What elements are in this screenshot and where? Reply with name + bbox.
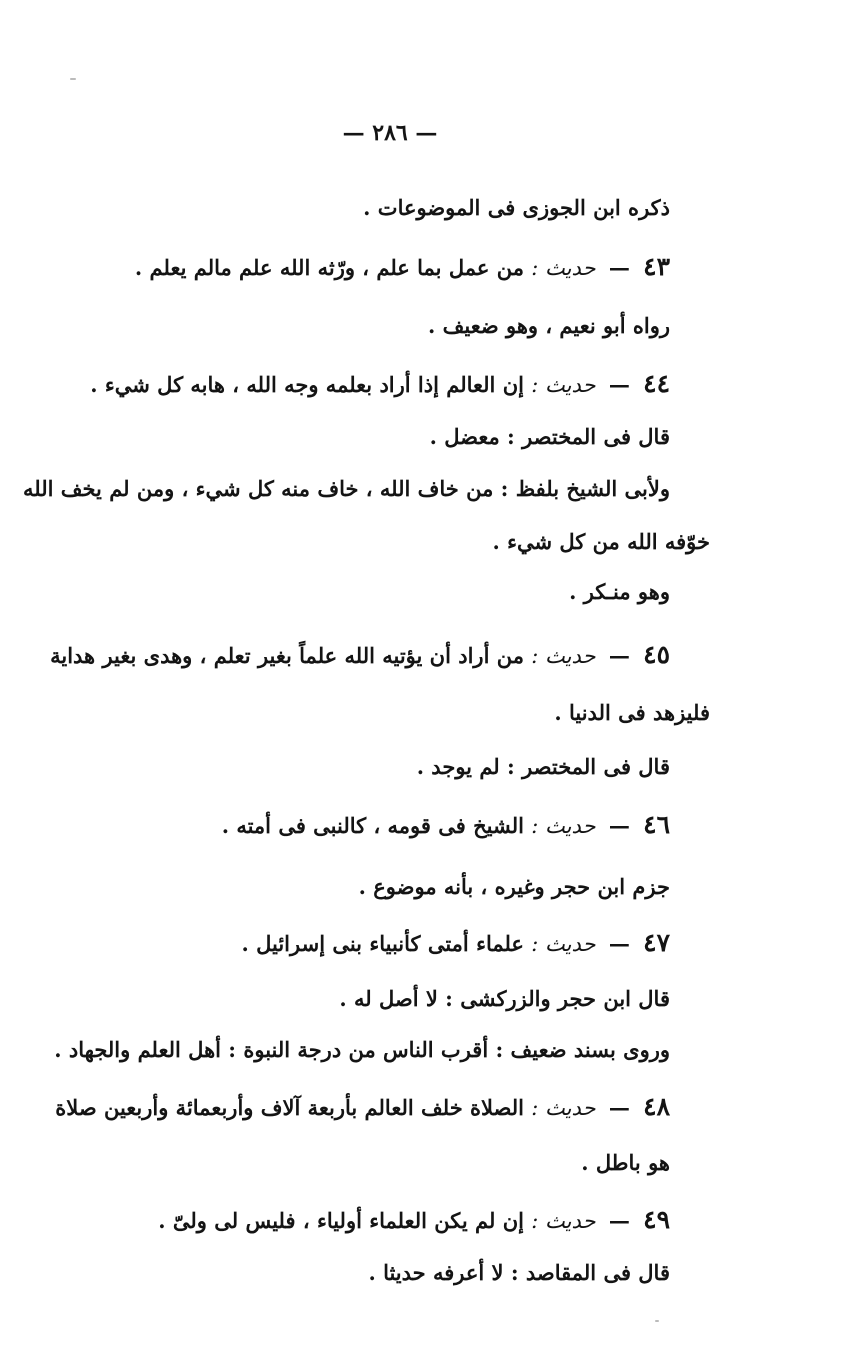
page-number: — ٢٨٦ — [342,120,438,146]
hadith-text: إن العالم إذا أراد بعلمه وجه الله ، هابه كل شيء . [90,372,524,397]
hadith-number: ٤٧ [643,928,670,957]
text-line: خوّفه الله من كل شيء . [492,529,710,554]
hadith-entry-43 [135,252,670,283]
page-speck [655,1320,659,1322]
hadith-text: إن لم يكن العلماء أولياء ، فليس لى ولىّ . [158,1208,524,1233]
hadith-label: حديث : [531,932,596,956]
hadith-entry-49 [158,1205,670,1236]
entry-dash: — [608,255,630,280]
hadith-label: حديث : [531,1209,596,1233]
hadith-text: الشيخ فى قومه ، كالنبى فى أمته . [221,813,524,838]
hadith-number: ٤٣ [643,252,670,281]
text-line: جزم ابن حجر وغيره ، بأنه موضوع . [358,874,670,899]
hadith-text: الصلاة خلف العالم بأربعة آلاف وأربعمائة وأربعين صلاة [55,1095,524,1120]
page-speck [70,78,76,80]
hadith-text: علماء أمتى كأنبياء بنى إسرائيل . [241,931,524,956]
text-line: وهو منـكر . [569,579,670,604]
text-line: رواه أبو نعيم ، وهو ضعيف . [428,313,670,338]
text-line: قال فى المختصر : لم يوجد . [416,754,670,779]
entry-dash: — [608,372,630,397]
hadith-entry-45 [50,640,670,671]
hadith-text: من عمل بما علم ، ورّثه الله علم مالم يعلم . [134,255,524,280]
hadith-entry-47 [241,928,670,959]
hadith-entry-46 [222,810,670,841]
entry-dash: — [608,813,630,838]
hadith-entry-44 [90,369,670,400]
text-line: ذكره ابن الجوزى فى الموضوعات . [363,195,670,220]
hadith-text: من أراد أن يؤتيه الله علماً بغير تعلم ، وهدى بغير هداية [50,643,524,668]
hadith-number: ٤٩ [643,1205,670,1234]
hadith-label: حديث : [531,644,596,668]
hadith-label: حديث : [531,373,596,397]
hadith-number: ٤٨ [643,1092,670,1121]
text-line: وروى بسند ضعيف : أقرب الناس من درجة النبوة : أهل العلم والجهاد . [54,1037,670,1062]
hadith-label: حديث : [531,1096,596,1120]
entry-dash: — [608,1095,630,1120]
text-line: قال ابن حجر والزركشى : لا أصل له . [339,986,670,1011]
entry-dash: — [608,1208,630,1233]
text-line: فليزهد فى الدنيا . [554,700,710,725]
entry-dash: — [608,643,630,668]
entry-dash: — [608,931,630,956]
hadith-label: حديث : [531,814,596,838]
text-line: هو باطل . [581,1150,670,1175]
hadith-number: ٤٥ [643,640,670,669]
hadith-entry-48 [55,1092,670,1123]
hadith-number: ٤٦ [643,810,670,839]
hadith-number: ٤٤ [643,369,670,398]
hadith-label: حديث : [531,256,596,280]
text-line: قال فى المختصر : معضل . [429,424,670,449]
text-line: ولأبى الشيخ بلفظ : من خاف الله ، خاف منه كل شيء ، ومن لم يخف الله [23,476,670,501]
text-line: قال فى المقاصد : لا أعرفه حديثا . [368,1260,670,1285]
